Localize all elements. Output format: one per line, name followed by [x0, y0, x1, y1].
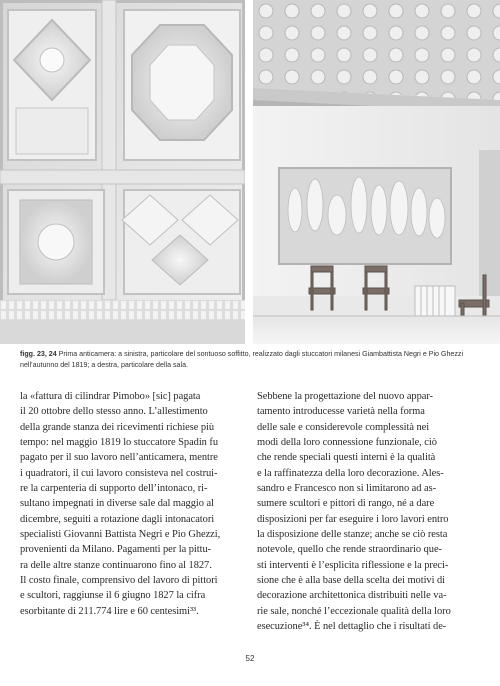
body-text-right-column: Sebbene la progettazione del nuovo appar- tamento introducesse varietà nella forma delle sale e considerevole complessità nei modi della loro connessione funzionale, ciò che rende speciali questi interni è la qualità e la raffinatezza della loro decorazione. Ales- sandro e Francesco non si limitarono ad as- sumere scultori e pittori di rango, né a dare disposizioni per far eseguire i loro lavori entro la disposizione delle stanze; anche se ciò resta notevole, quello che rende straordinario que- sti interventi è l’esplicita riflessione e la preci- sione che è alla base della scelta dei motivi di decorazione architettonica distribuiti nelle va- rie sale, nonché l’eccezionale qualità della loro esecuzione³⁴. È nel dettaglio che i risultati de-: [257, 391, 451, 633]
body-text-left-column: la «fattura di cilindrar Pimobo» [sic] pagata il 20 ottobre dello stesso anno. L’allestimento della grande stanza dei ricevimenti richiese più tempo: nel maggio 1819 lo stuccatore Spadin fu pagato per il suo lavoro nell’anticamera, mentre i quadratori, il cui lavoro consisteva nel costrui- re la carpenteria di supporto dell’intonaco, ri- sultano impegnati in diverse sale dal maggio al dicembre, seguiti a rotazione dagli intonacatori specialisti Giovanni Battista Negri e Pio Ghezzi, provenienti da Milano. Pagamenti per la pittu- ra delle altre stanze continuarono fino al 1827. Il costo finale, comprensivo del lavoro di pittori e scultori, raggiunse il 6 giugno 1827 la cifra esorbitante di 211.774 lire e 60 centesimi³³.: [20, 391, 221, 617]
caption-text: Prima anticamera: a sinistra, particolare del sontuoso soffitto, realizzato dagli stuccatori milanesi Giambattista Negri e Pio Ghezzi nell’autunno del 1819; a destra, particolare della sala.: [20, 350, 464, 369]
room-interior-image: [253, 0, 500, 344]
figure-23-ceiling-photo: [0, 0, 245, 344]
figure-caption: [20, 349, 480, 370]
ceiling-coffers-image: [0, 0, 245, 344]
figure-24-room-photo: [253, 0, 500, 344]
page-number: 52: [245, 654, 255, 663]
figure-label: figg. 23, 24: [20, 350, 57, 358]
